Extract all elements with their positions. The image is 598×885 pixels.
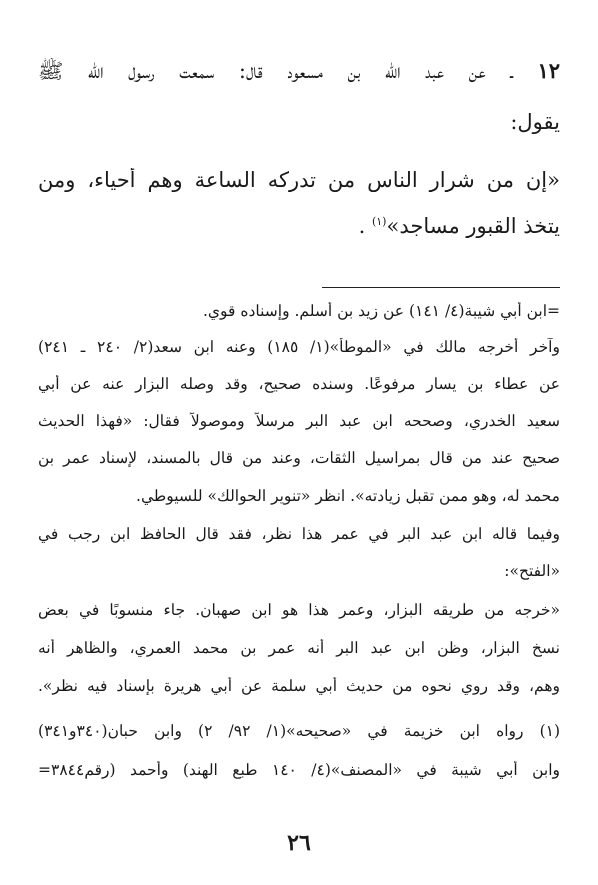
footnote-line: محمد له، وهو ممن تقبل زيادته». انظر «تنوير الحوالك» للسيوطي. — [136, 487, 560, 505]
hadith-number: ١٢ — [537, 58, 560, 83]
main-line-4-end: . — [358, 214, 366, 238]
footnote-line: وفيما قاله ابن عبد البر في عمر هذا نظر، فقد قال الحافظ ابن رجب في — [38, 525, 560, 543]
page-number: ٢٦ — [287, 830, 311, 856]
main-text-line-1 — [38, 58, 560, 89]
footnote-line: «خرجه من طريقه البزار، وعمر هذا هو ابن صهبان. جاء منسوبًا في بعض — [38, 601, 560, 619]
footnote-line: وآخر أخرجه مالك في «الموطأ»(١/ ١٨٥) وعنه ابن سعد(٢/ ٢٤٠ ـ ٢٤١) — [38, 338, 560, 356]
footnote-line: =ابن أبي شيبة(٤/ ١٤١) عن زيد بن أسلم. وإسناده قوي. — [202, 302, 560, 320]
footnote-line: صحيح عند من قال بمراسيل الثقات، وعند من قال بالمسند، لإسناد عمر بن — [38, 449, 560, 467]
footnote-line: (١) رواه ابن خزيمة في «صحيحه»(١/ ٩٢/ ٢) وابن حبان(٣٤٠و٣٤١) — [38, 722, 560, 740]
footnote-line: نسخ البزار، وظن ابن عبد البر أنه عمر بن محمد العمري، والظاهر أنه — [38, 639, 560, 657]
footnote-divider — [322, 287, 560, 288]
footnote-line: وهم، وقد روي نحوه من حديث أبي سلمة عن أبي هريرة بإسناد فيه نظر». — [38, 677, 560, 695]
footnote-line: وابن أبي شيبة في «المصنف»(٤/ ١٤٠ طبع الهند) وأحمد (رقم٣٨٤٤= — [38, 761, 560, 779]
footnote-line: سعيد الخدري، وصححه ابن عبد البر مرسلاً وموصولاً فقال: «فهذا الحديث — [38, 412, 560, 430]
main-text-line-2: يقول: — [510, 110, 560, 134]
main-text-line-3: «إن من شرار الناس من تدركه الساعة وهم أحياء، ومن — [38, 168, 560, 192]
footnote-line: عن عطاء بن يسار مرفوعًا. وسنده صحيح، وقد وصله البزار عنه عن أبي — [38, 375, 560, 393]
footnote-line: «الفتح»: — [504, 562, 560, 580]
footnote-ref: (١) — [371, 215, 387, 228]
main-text-line-4 — [38, 214, 560, 238]
main-line-4-text: يتخذ القبور مساجد» — [386, 214, 560, 238]
main-line-1-text: ـ عن عبد الله بن مسعود قال: سمعت رسول الله ﷺ — [38, 59, 513, 83]
